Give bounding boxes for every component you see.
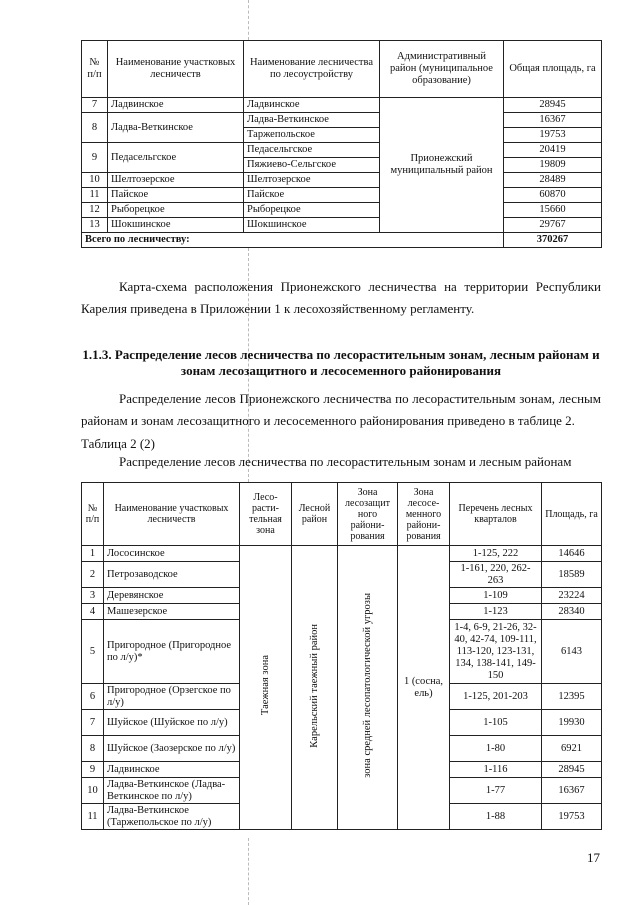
unit-name: Педасельгское: [108, 143, 244, 173]
unit-name: Деревянское: [104, 588, 240, 604]
quarters-list: 1-4, 6-9, 21-26, 32-40, 42-74, 109-111, 113-120, 123-131, 134, 138-141, 149-150: [450, 620, 542, 684]
area-value: 16367: [542, 778, 602, 804]
quarters-list: 1-109: [450, 588, 542, 604]
forestry-name: Пайское: [244, 188, 380, 203]
unit-name: Пригородное (Пригородное по л/у)*: [104, 620, 240, 684]
unit-name: Лососинское: [104, 546, 240, 562]
row-number: 12: [82, 203, 108, 218]
area-value: 28340: [542, 604, 602, 620]
area-value: 16367: [504, 113, 602, 128]
area-value: 19753: [504, 128, 602, 143]
row-number: 10: [82, 778, 104, 804]
table-row: [82, 546, 602, 562]
col-header-region: Административный район (муниципальное образование): [380, 41, 504, 98]
quarters-list: 1-125, 201-203: [450, 684, 542, 710]
row-number: 6: [82, 684, 104, 710]
page-number: 17: [587, 850, 600, 865]
forestry-name: Ладва-Веткинское: [244, 113, 380, 128]
area-value: 19753: [542, 804, 602, 830]
unit-name: Ладва-Веткинское (Ладва-Веткинское по л/у): [104, 778, 240, 804]
table-label: Таблица 2 (2): [81, 436, 156, 451]
row-number: 9: [82, 762, 104, 778]
total-value: 370267: [504, 233, 602, 248]
row-number: 9: [82, 143, 108, 173]
row-number: 13: [82, 218, 108, 233]
area-value: 28945: [542, 762, 602, 778]
scan-artifact-line: [248, 838, 249, 905]
total-label: Всего по лесничеству:: [82, 233, 504, 248]
area-value: 19809: [504, 158, 602, 173]
vegetation-zone-label: Таежная зона: [259, 655, 271, 716]
table-row: [82, 218, 602, 233]
unit-name: Шокшинское: [108, 218, 244, 233]
unit-name: Машезерское: [104, 604, 240, 620]
col-header-seed-zone: Зона лесосе-менного райони-рования: [398, 483, 450, 546]
unit-name: Пайское: [108, 188, 244, 203]
area-value: 29767: [504, 218, 602, 233]
unit-name: Ладва-Веткинское (Таржепольское по л/у): [104, 804, 240, 830]
area-value: 60870: [504, 188, 602, 203]
row-number: 4: [82, 604, 104, 620]
row-number: 1: [82, 546, 104, 562]
table-total-row: [82, 233, 602, 248]
quarters-list: 1-161, 220, 262-263: [450, 562, 542, 588]
col-header-forest-district: Лесной район: [292, 483, 338, 546]
table-header-row: [82, 41, 602, 98]
col-header-quarters: Перечень лесных кварталов: [450, 483, 542, 546]
forest-district-cell: [292, 546, 338, 830]
quarters-list: 1-80: [450, 736, 542, 762]
table-header-row: [82, 483, 602, 546]
quarters-list: 1-123: [450, 604, 542, 620]
unit-name: Петрозаводское: [104, 562, 240, 588]
scan-artifact-line: [248, 0, 249, 40]
area-value: 20419: [504, 143, 602, 158]
row-number: 3: [82, 588, 104, 604]
unit-name: Шелтозерское: [108, 173, 244, 188]
row-number: 7: [82, 710, 104, 736]
unit-name: Ладвинское: [108, 98, 244, 113]
col-header-unit: Наименование участковых лесничеств: [108, 41, 244, 98]
protection-zone-label: зона средней лесопатологической угрозы: [361, 593, 373, 778]
unit-name: Ладвинское: [104, 762, 240, 778]
protection-zone-cell: [338, 546, 398, 830]
row-number: 8: [82, 113, 108, 143]
col-header-vegetation-zone: Лесо-расти-тельная зона: [240, 483, 292, 546]
row-number: 2: [82, 562, 104, 588]
table-row: [82, 188, 602, 203]
seed-zone: 1 (сосна, ель): [398, 546, 450, 830]
quarters-list: 1-105: [450, 710, 542, 736]
area-value: 28489: [504, 173, 602, 188]
area-value: 19930: [542, 710, 602, 736]
table-row: [82, 143, 602, 158]
col-header-number: № п/п: [82, 41, 108, 98]
area-value: 18589: [542, 562, 602, 588]
forestry-name: Ладвинское: [244, 98, 380, 113]
col-header-area: Площадь, га: [542, 483, 602, 546]
quarters-list: 1-116: [450, 762, 542, 778]
section-heading: 1.1.3. Распределение лесов лесничества по лесорастительным зонам, лесным районам и зонам лесозащитного и лесосеменного районирования: [82, 347, 600, 378]
map-reference-paragraph: Карта-схема расположения Прионежского лесничества на территории Республики Карелия приведена в Приложении 1 к лесохозяйственному регламенту.: [81, 279, 601, 316]
forestry-name: Шокшинское: [244, 218, 380, 233]
table-row: [82, 98, 602, 113]
quarters-list: 1-125, 222: [450, 546, 542, 562]
quarters-list: 1-88: [450, 804, 542, 830]
row-number: 11: [82, 188, 108, 203]
unit-name: Шуйское (Заозерское по л/у): [104, 736, 240, 762]
row-number: 7: [82, 98, 108, 113]
area-value: 6921: [542, 736, 602, 762]
unit-name: Рыборецкое: [108, 203, 244, 218]
forestry-name: Таржепольское: [244, 128, 380, 143]
forestry-area-table: [81, 40, 602, 248]
unit-name: Пригородное (Орзегское по л/у): [104, 684, 240, 710]
col-header-forestry: Наименование лесничества по лесоустройству: [244, 41, 380, 98]
col-header-protection-zone: Зона лесозащит ного райони-рования: [338, 483, 398, 546]
row-number: 8: [82, 736, 104, 762]
area-value: 28945: [504, 98, 602, 113]
area-value: 14646: [542, 546, 602, 562]
table-row: [82, 203, 602, 218]
col-header-unit: Наименование участковых лесничеств: [104, 483, 240, 546]
quarters-list: 1-77: [450, 778, 542, 804]
forestry-name: Пяжиево-Сельгское: [244, 158, 380, 173]
row-number: 5: [82, 620, 104, 684]
distribution-paragraph: Распределение лесов Прионежского лесничества по лесорастительным зонам, лесным районам и зонам лесозащитного и лесосеменного районирования приведено в таблице 2.: [81, 391, 601, 428]
area-value: 23224: [542, 588, 602, 604]
unit-name: Ладва-Веткинское: [108, 113, 244, 143]
col-header-area: Общая площадь, га: [504, 41, 602, 98]
row-number: 10: [82, 173, 108, 188]
forest-district-label: Карельский таежный район: [308, 623, 320, 748]
admin-region: Прионежский муниципальный район: [380, 98, 504, 233]
table-row: [82, 173, 602, 188]
zoning-table: [81, 482, 602, 830]
col-header-number: № п/п: [82, 483, 104, 546]
table-caption: Распределение лесов лесничества по лесорастительным зонам и лесным районам: [119, 454, 572, 469]
forestry-name: Шелтозерское: [244, 173, 380, 188]
unit-name: Шуйское (Шуйское по л/у): [104, 710, 240, 736]
area-value: 6143: [542, 620, 602, 684]
table-row: [82, 113, 602, 128]
area-value: 15660: [504, 203, 602, 218]
forestry-name: Рыборецкое: [244, 203, 380, 218]
vegetation-zone-cell: [240, 546, 292, 830]
row-number: 11: [82, 804, 104, 830]
area-value: 12395: [542, 684, 602, 710]
forestry-name: Педасельгское: [244, 143, 380, 158]
